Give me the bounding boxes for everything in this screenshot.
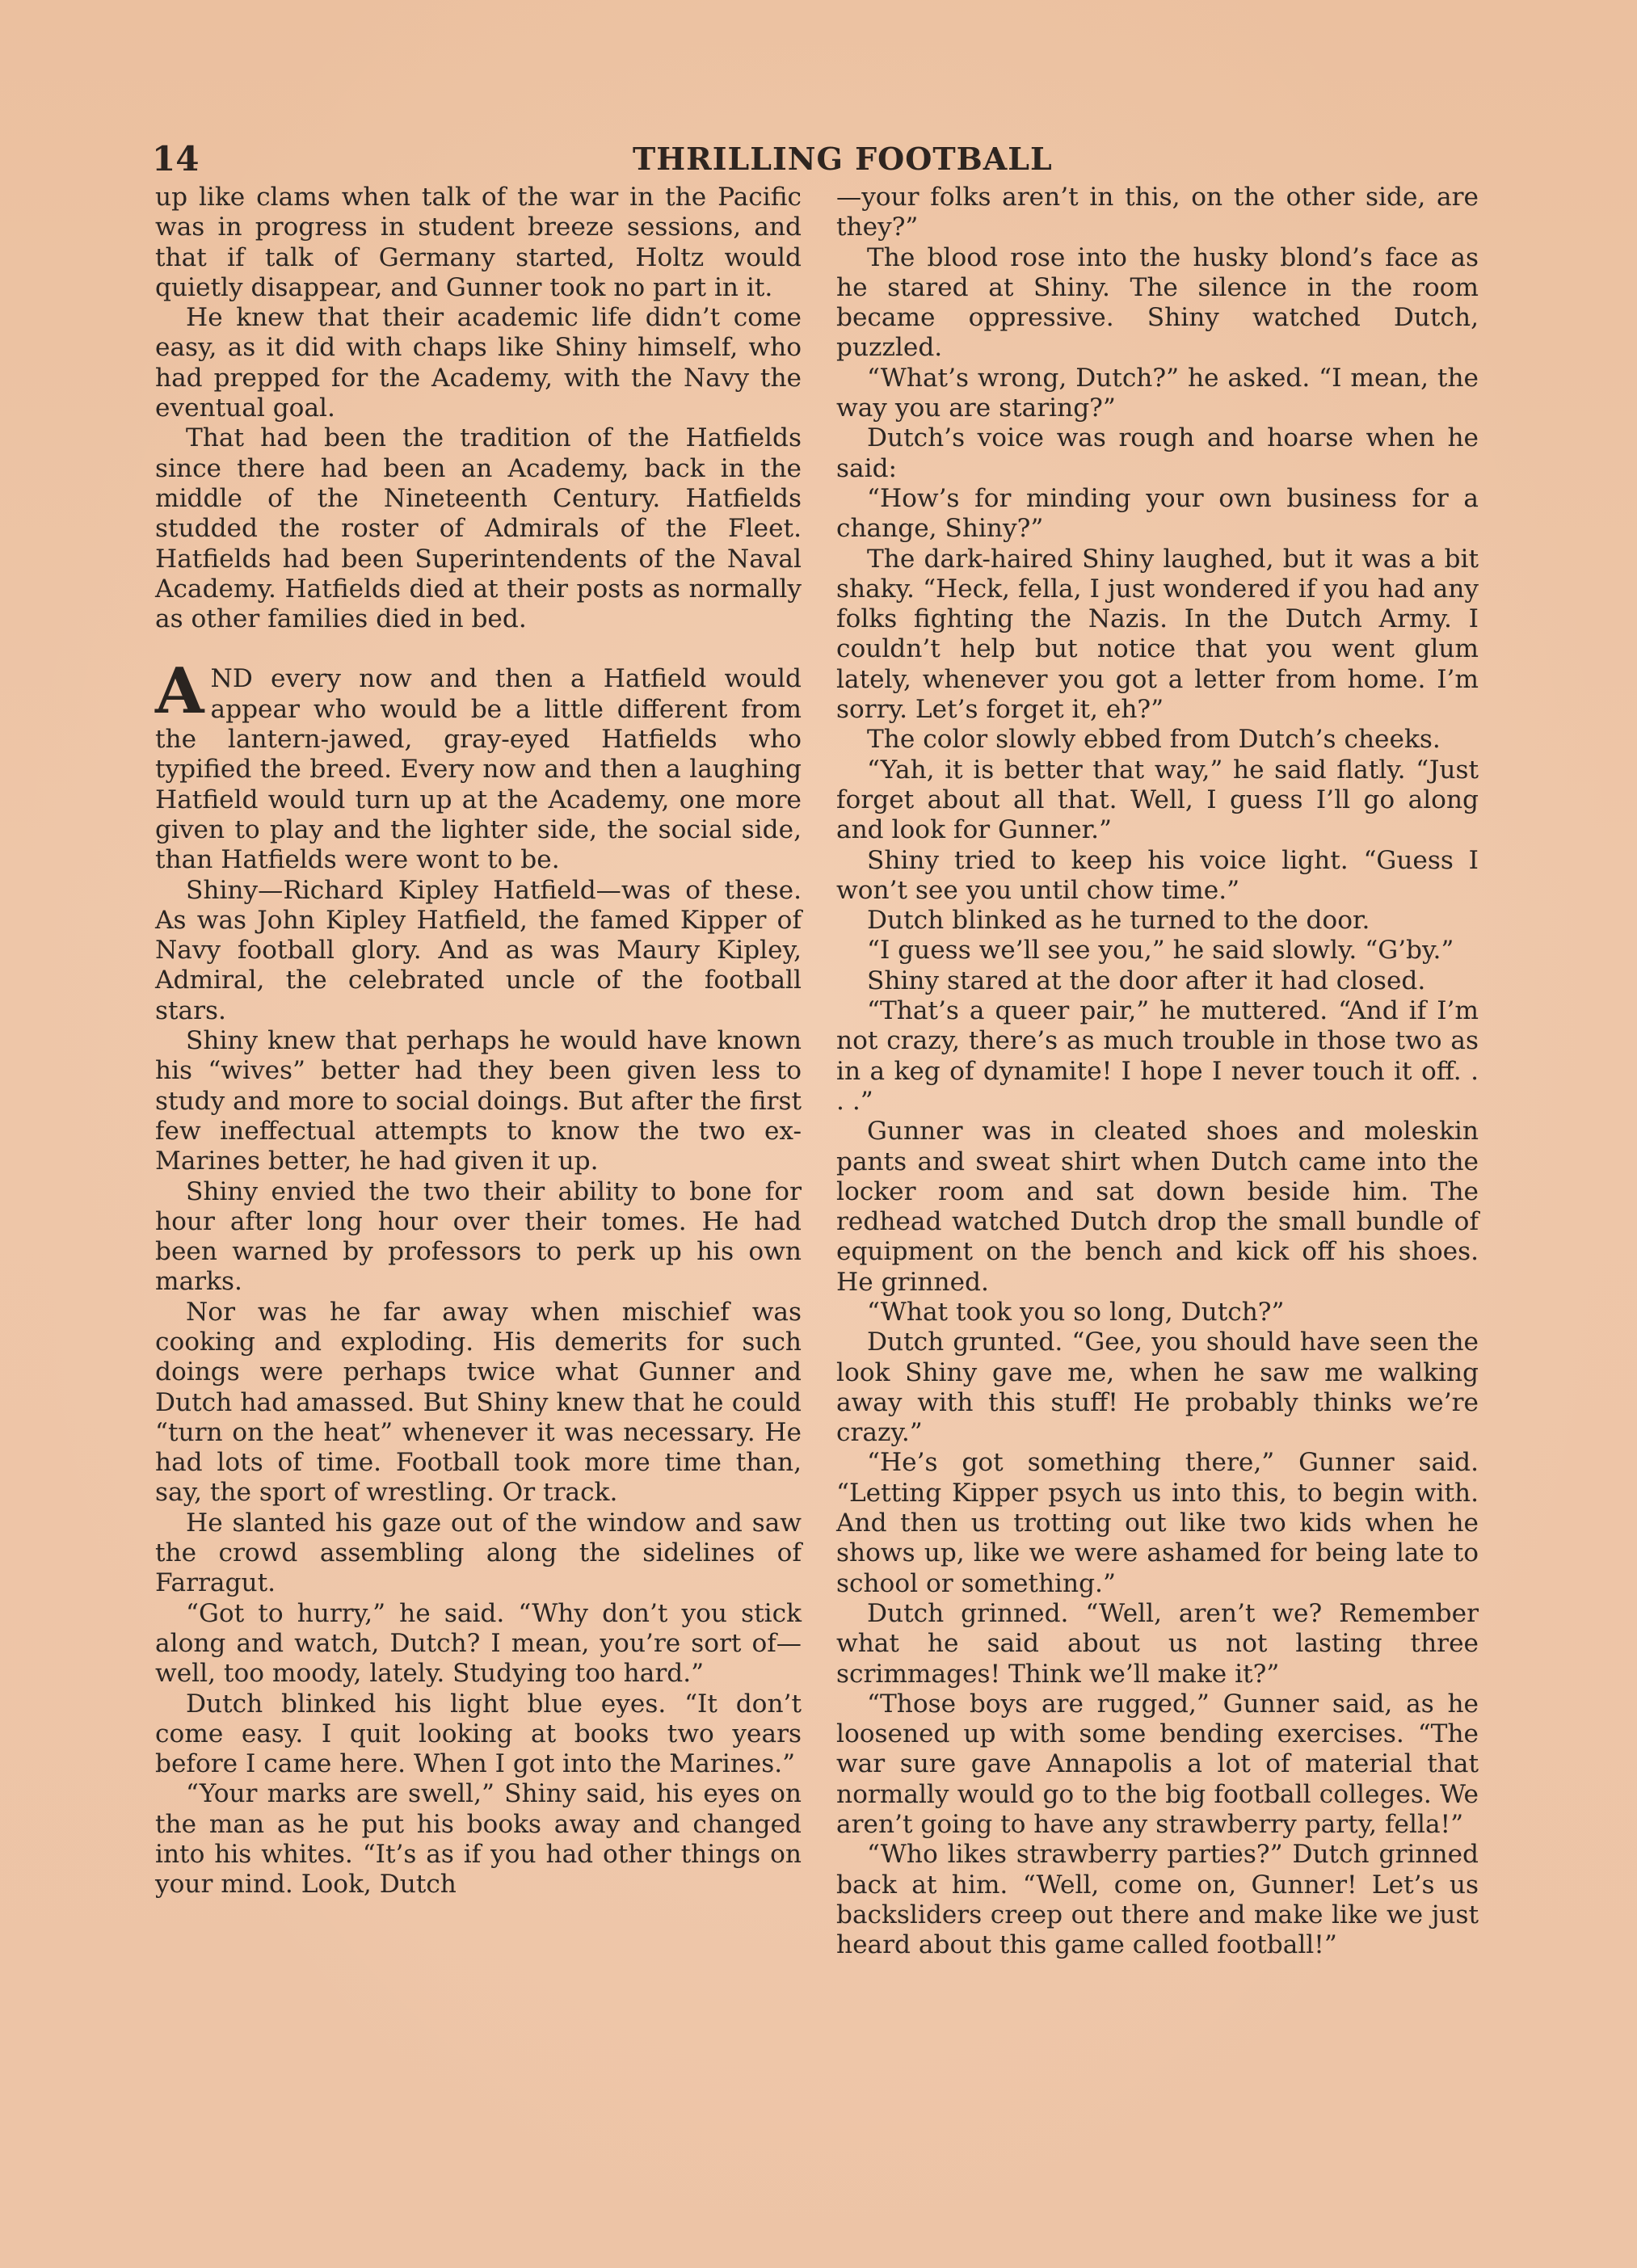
drop-cap: A [155,654,204,729]
paragraph: Gunner was in cleated shoes and moleskin pants and sweat shirt when Dutch came into the locker room and sat down beside him. The redhead watched Dutch drop the small bundle of equipment on the bench and kick off his shoes. He grinned. [836,1117,1479,1297]
paragraph: Shiny tried to keep his voice light. “Guess I won’t see you until chow time.” [836,845,1479,905]
paragraph: Dutch blinked his light blue eyes. “It don’t come easy. I quit looking at books two years before I came here. When I got into the Marines.” [155,1689,802,1779]
paragraph: Shiny—Richard Kipley Hatfield—was of these. As was John Kipley Hatfield, the famed Kipper of Navy football glory. And as was Maury Kipley, Admiral, the celebrated uncle of the football stars. [155,875,802,1025]
page-header [152,136,1485,184]
left-column [155,183,802,1900]
paragraph: “Yah, it is better that way,” he said flatly. “Just forget about all that. Well, I guess I’ll go along and look for Gunner.” [836,755,1479,845]
paragraph: Dutch grunted. “Gee, you should have seen the look Shiny gave me, when he saw me walking away with this stuff! He probably thinks we’re crazy.” [836,1328,1479,1448]
paragraph: The dark-haired Shiny laughed, but it was a bit shaky. “Heck, fella, I just wondered if you had any folks fighting the Nazis. In the Dutch Army. I couldn’t help but notice that you went glum lately, whenever you got a letter from home. I’m sorry. Let’s forget it, eh?” [836,544,1479,725]
paragraph: Dutch blinked as he turned to the door. [867,906,1370,936]
running-title: THRILLING FOOTBALL [633,141,1053,177]
paragraph: The blood rose into the husky blond’s face as he stared at Shiny. The silence in the room became oppressive. Shiny watched Dutch, puzzled. [836,242,1479,363]
paragraph: “That’s a queer pair,” he muttered. “And if I’m not crazy, there’s as much trouble in those two as in a keg of dynamite! I hope I never touch it off. . . .” [836,996,1479,1116]
paragraph: “I guess we’ll see you,” he said slowly. “G’by.” [867,936,1454,966]
paragraph: “Your marks are swell,” Shiny said, his eyes on the man as he put his books away and changed into his whites. “It’s as if you had other things on your mind. Look, Dutch [155,1779,802,1900]
paragraph: Nor was he far away when mischief was cooking and exploding. His demerits for such doings were perhaps twice what Gunner and Dutch had amassed. But Shiny knew that he could “turn on the heat” whenever it was necessary. He had lots of time. Football took more time than, say, the sport of wrestling. Or track. [155,1297,802,1508]
paragraph: “Got to hurry,” he said. “Why don’t you stick along and watch, Dutch? I mean, you’re sort of—well, too moody, lately. Studying too hard.” [155,1598,802,1689]
paragraph: Dutch’s voice was rough and hoarse when he said: [836,423,1479,483]
paragraph: Shiny knew that perhaps he would have known his “wives” better had they been given less to study and more to social doings. But after the first few ineffectual attempts to know the two ex-Marines better, he had given it up. [155,1026,802,1176]
paragraph: Dutch grinned. “Well, aren’t we? Remember what he said about us not lasting three scrimmages! Think we’ll make it?” [836,1598,1479,1689]
right-column [836,183,1479,1961]
paragraph: The color slowly ebbed from Dutch’s cheeks. [867,725,1441,755]
paragraph: “How’s for minding your own business for a change, Shiny?” [836,483,1479,544]
paragraph: up like clams when talk of the war in the Pacific was in progress in student breeze sessions, and that if talk of Germany started, Holtz would quietly disappear, and Gunner took no part in it. [155,183,802,302]
paragraph: “Those boys are rugged,” Gunner said, as he loosened up with some bending exercises. “The war sure gave Annapolis a lot of material that normally would go to the big football colleges. We aren’t going to have any strawberry party, fella!” [836,1689,1479,1840]
paragraph: “What’s wrong, Dutch?” he asked. “I mean, the way you are staring?” [836,363,1479,423]
paragraph: Shiny stared at the door after it had closed. [867,966,1426,995]
paragraph: He knew that their academic life didn’t come easy, as it did with chaps like Shiny himself, who had prepped for the Academy, with the Navy the eventual goal. [155,303,802,423]
paragraph: “What took you so long, Dutch?” [867,1297,1285,1327]
paragraph-text: ND every now and then a Hatfield would appear who would be a little different from the lantern-jawed, gray-eyed Hatfields who typified the breed. Every now and then a laughing Hatfield would turn up at the Academy, one more given to play and the lighter side, the social side, than Hatfields were wont to be. [155,664,802,875]
paragraph: “Who likes strawberry parties?” Dutch grinned back at him. “Well, come on, Gunner! Let’s us backsliders creep out there and make like we just heard about this game called football!” [836,1840,1479,1960]
section-opening-paragraph [155,654,802,875]
paragraph: —your folks aren’t in this, on the other side, are they?” [836,183,1479,242]
paragraph: He slanted his gaze out of the window and saw the crowd assembling along the sidelines of Farragut. [155,1508,802,1598]
page-number: 14 [152,139,200,179]
paragraph: “He’s got something there,” Gunner said. “Letting Kipper psych us into this, to begin with. And then us trotting out like two kids when he shows up, like we were ashamed for being late to school or something.” [836,1448,1479,1598]
paragraph: That had been the tradition of the Hatfields since there had been an Academy, back in the middle of the Nineteenth Century. Hatfields studded the roster of Admirals of the Fleet. Hatfields had been Superintendents of the Naval Academy. Hatfields died at their posts as normally as other families died in bed. [155,423,802,634]
paragraph: Shiny envied the two their ability to bone for hour after long hour over their tomes. He had been warned by professors to perk up his own marks. [155,1176,802,1297]
